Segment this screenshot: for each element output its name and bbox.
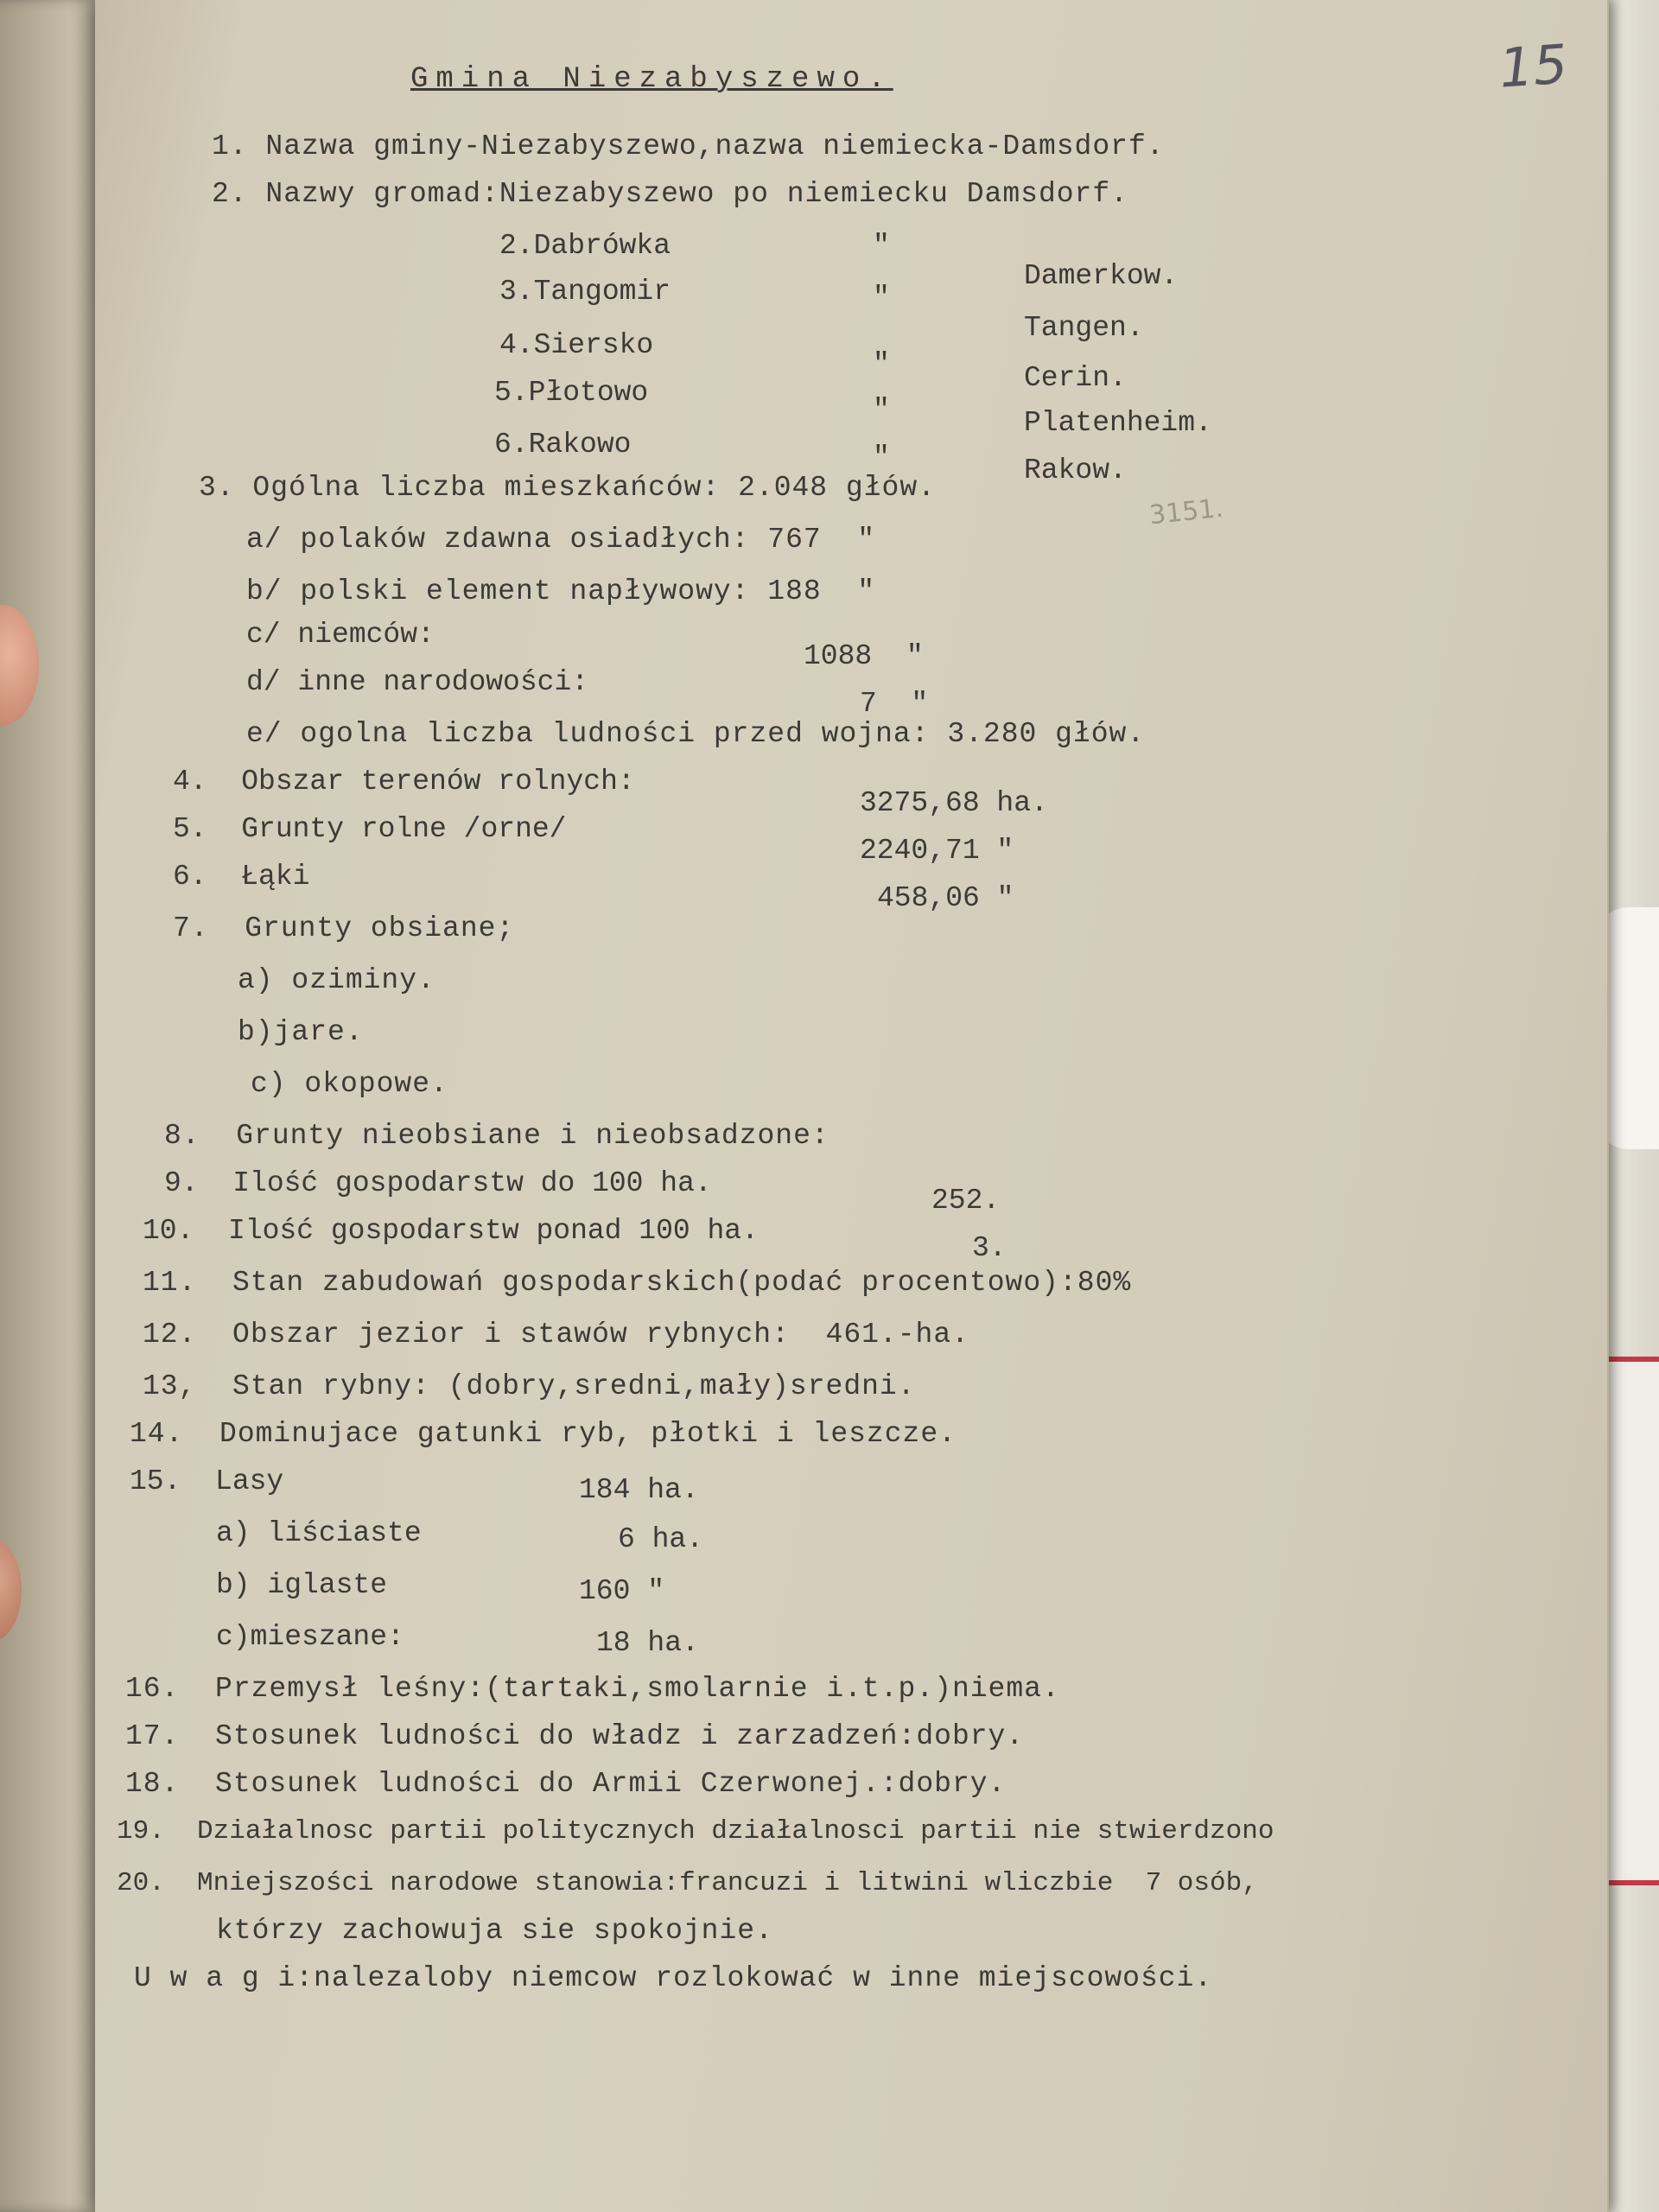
village-name: 5.Płotowo [494, 377, 649, 409]
line-13: 13, Stan rybny: (dobry,sredni,mały)sredni. [143, 1370, 916, 1402]
line-19: 19. Działalnosc partii politycznych działalnosci partii nie stwierdzono [117, 1816, 1274, 1847]
village-german-name: Platenheim. [1024, 407, 1212, 439]
line-16: 16. Przemysł leśny:(tartaki,smolarnie i.t.p.)niema. [125, 1673, 1060, 1705]
line-10-label: 10. Ilość gospodarstw ponad 100 ha. [143, 1215, 759, 1247]
line-15c-label: c)mieszane: [216, 1621, 404, 1653]
remarks: U w a g i:nalezaloby niemcow rozlokować w inne miejscowości. [134, 1962, 1213, 1994]
line-7b: b)jare. [238, 1016, 364, 1048]
line-3e: e/ ogolna liczba ludności przed wojna: 3.280 głów. [246, 718, 1146, 750]
line-17: 17. Stosunek ludności do władz i zarzadzeń:dobry. [125, 1720, 1025, 1752]
village-name: 4.Sierskо [499, 329, 654, 361]
line-3c-label: c/ niemców: [246, 619, 435, 651]
ditto-mark: " [873, 442, 890, 474]
village-name: 6.Rakowo [494, 429, 632, 461]
line-18: 18. Stosunek ludności do Armii Czerwonej.:dobry. [125, 1768, 1007, 1800]
page-content [95, 0, 1607, 2212]
ditto-mark: " [873, 282, 890, 314]
line-7c: c) okopowe. [251, 1068, 448, 1100]
pencil-annotation: 3151. [1147, 493, 1225, 531]
line-15-value: 184 ha. [579, 1474, 699, 1506]
line-8: 8. Grunty nieobsiane i nieobsadzone: [164, 1120, 830, 1152]
page-number: 15 [1497, 32, 1570, 100]
ditto-mark: " [873, 394, 890, 426]
line-1: 1. Nazwa gminy-Niezabyszewo,nazwa niemiecka-Damsdorf. [212, 130, 1165, 162]
line-5-value: 2240,71 " [860, 835, 1014, 867]
village-german-name: Cerin. [1024, 362, 1127, 394]
line-3d-value: 7 " [860, 688, 929, 720]
line-6-value: 458,06 " [877, 882, 1014, 914]
line-15b-value: 160 " [579, 1575, 665, 1607]
line-15a-value: 6 ha. [618, 1523, 704, 1555]
village-german-name: Damerkow. [1024, 260, 1179, 292]
line-3a: a/ polaków zdawna osiadłych: 767 " [246, 524, 876, 556]
line-3d-label: d/ inne narodowości: [246, 666, 589, 698]
ditto-mark: " [873, 230, 890, 262]
line-15a-label: a) liściaste [216, 1517, 422, 1549]
line-20: 20. Mniejszości narodowe stanowia:francuzi i litwini wliczbie 7 osób, [117, 1868, 1258, 1898]
line-6-label: 6. Łąki [173, 861, 310, 893]
line-7: 7. Grunty obsiane; [173, 912, 515, 944]
line-15-label: 15. Lasy [130, 1465, 284, 1497]
line-9-value: 252. [931, 1185, 1001, 1217]
line-3: 3. Ogólna liczba mieszkańców: 2.048 głów. [199, 472, 936, 504]
village-name: 3.Tangomir [499, 276, 671, 308]
line-2: 2. Nazwy gromad:Niezabyszewo po niemiecku Damsdorf. [212, 178, 1128, 210]
line-15b-label: b) iglaste [216, 1569, 388, 1601]
line-12: 12. Obszar jezior i stawów rybnych: 461.-ha. [143, 1319, 969, 1351]
village-german-name: Rakow. [1024, 454, 1127, 486]
village-german-name: Tangen. [1024, 312, 1144, 344]
line-11: 11. Stan zabudowań gospodarskich(podać procentowo):80% [143, 1267, 1132, 1299]
line-10-value: 3. [972, 1232, 1007, 1264]
line-5-label: 5. Grunty rolne /orne/ [173, 813, 567, 845]
document-page [95, 0, 1609, 2212]
line-7a: a) oziminy. [238, 964, 435, 996]
line-4-value: 3275,68 ha. [860, 787, 1048, 819]
line-14: 14. Dominujace gatunki ryb, płotki i leszcze. [130, 1418, 957, 1450]
ditto-mark: " [873, 348, 890, 380]
line-20-cont: którzy zachowuja sie spokojnie. [216, 1915, 773, 1947]
line-3b: b/ polski element napływowy: 188 " [246, 575, 876, 607]
line-15c-value: 18 ha. [596, 1627, 699, 1659]
document-title: Gmina Niezabyszewo. [410, 63, 893, 96]
line-3c-value: 1088 " [804, 640, 924, 672]
village-name: 2.Dabrówka [499, 230, 671, 262]
line-4-label: 4. Obszar terenów rolnych: [173, 766, 635, 798]
line-9-label: 9. Ilość gospodarstw do 100 ha. [164, 1167, 712, 1199]
